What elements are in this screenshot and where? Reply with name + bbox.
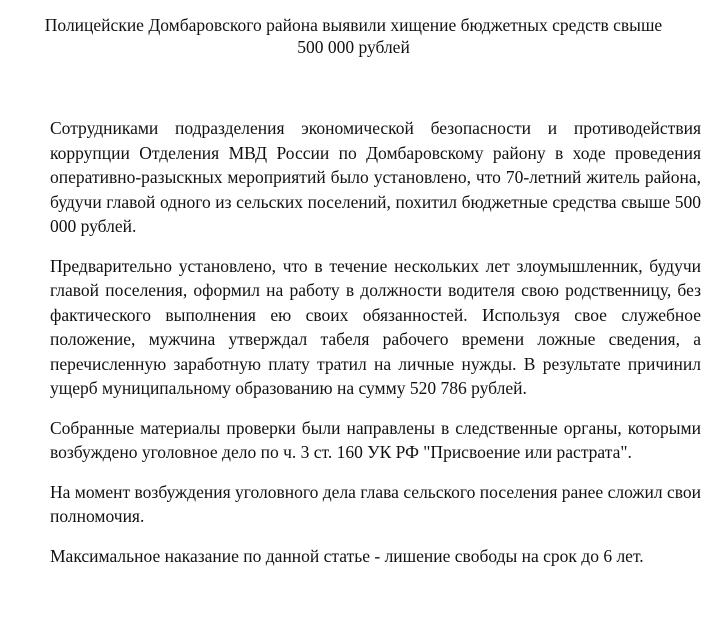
document-title: Полицейские Домбаровского района выявили хищение бюджетных средств свыше 500 000 рублей — [44, 15, 663, 57]
paragraph: Собранные материалы проверки были направлены в следственные органы, которыми возбуждено уголовное дело по ч. 3 ст. 160 УК РФ "Присвоение или растрата". — [50, 417, 701, 462]
document-body — [50, 116, 701, 583]
paragraph: На момент возбуждения уголовного дела глава сельского поселения ранее сложил свои полномочия. — [50, 481, 701, 526]
paragraph: Предварительно установлено, что в течение нескольких лет злоумышленник, будучи главой поселения, оформил на работу в должности водителя свою родственницу, без фактического выполнения ею своих обязанностей. Используя свое служебное положение, мужчина утверждал табеля рабочего времени ложные сведения, а перечисленную заработную плату тратил на личные нужды. В результате причинил ущерб муниципальному образованию на сумму 520 786 рублей. — [50, 255, 701, 398]
paragraph: Максимальное наказание по данной статье - лишение свободы на срок до 6 лет. — [50, 545, 644, 566]
paragraph: Сотрудниками подразделения экономической безопасности и противодействия коррупции Отделения МВД России по Домбаровскому району в ходе проведения оперативно-разыскных мероприятий было установлено, что 70-летний житель района, будучи главой одного из сельских поселений, похитил бюджетные средства свыше 500 000 рублей. — [50, 118, 701, 236]
